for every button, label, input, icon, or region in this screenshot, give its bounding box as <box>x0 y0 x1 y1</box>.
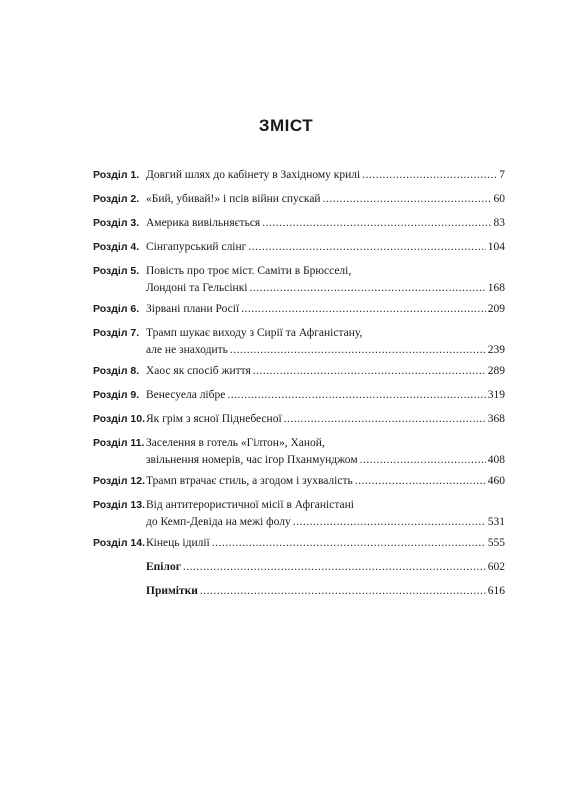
dot-leader <box>262 216 491 230</box>
chapter-number: Розділ 6. <box>93 303 140 315</box>
dot-leader <box>212 536 486 550</box>
page-number: 104 <box>487 241 505 253</box>
dot-leader <box>200 584 486 598</box>
chapter-title: Лондоні та Гельсінкі <box>146 282 248 294</box>
chapter-title: Як грім з ясної Піднебесної <box>146 413 282 425</box>
chapter-title: звільнення номерів, час ігор Пханмунджом <box>146 454 358 466</box>
chapter-title: Хаос як спосіб життя <box>146 365 251 377</box>
chapter-number: Розділ 14. <box>93 537 146 549</box>
page-number: 460 <box>487 475 505 487</box>
dot-leader <box>248 240 485 254</box>
dot-leader <box>293 515 486 529</box>
chapter-number: Розділ 7. <box>93 327 140 339</box>
page-number: 616 <box>487 585 505 597</box>
dot-leader <box>230 343 486 357</box>
dot-leader <box>249 281 485 295</box>
chapter-title: Примітки <box>146 585 198 597</box>
chapter-title: до Кемп-Девіда на межі фолу <box>146 516 291 528</box>
page-number: 408 <box>487 454 505 466</box>
chapter-title: Трамп втрачає стиль, а згодом і зухвалість <box>146 475 353 487</box>
chapter-title: Кінець ідилії <box>146 537 210 549</box>
dot-leader <box>284 412 486 426</box>
dot-leader <box>323 192 492 206</box>
page-number: 168 <box>487 282 505 294</box>
chapter-title: «Бий, убивай!» і псів війни спускай <box>146 193 321 205</box>
chapter-number: Розділ 13. <box>93 499 146 511</box>
dot-leader <box>241 302 486 316</box>
page-number: 209 <box>487 303 505 315</box>
page-number: 319 <box>487 389 505 401</box>
chapter-number: Розділ 11. <box>93 437 145 449</box>
chapter-number: Розділ 4. <box>93 241 140 253</box>
chapter-number: Розділ 2. <box>93 193 140 205</box>
page-number: 60 <box>493 193 505 205</box>
chapter-number: Розділ 5. <box>93 265 140 277</box>
chapter-title: Повість про троє міст. Саміти в Брюсселі, <box>146 265 352 277</box>
dot-leader <box>360 453 486 467</box>
page-number: 531 <box>487 516 505 528</box>
page-title: ЗМІСТ <box>258 116 314 135</box>
chapter-number: Розділ 9. <box>93 389 140 401</box>
chapter-title: Америка вивільняється <box>146 217 261 229</box>
chapter-title: Венесуела лібре <box>146 389 226 401</box>
page-number: 289 <box>487 365 505 377</box>
dot-leader <box>355 474 486 488</box>
chapter-number: Розділ 1. <box>93 169 140 181</box>
page-number: 7 <box>499 169 505 181</box>
chapter-title: Епілог <box>146 561 181 573</box>
chapter-number: Розділ 3. <box>93 217 140 229</box>
chapter-title: Довгий шлях до кабінету в Західному крилі <box>146 169 361 181</box>
chapter-number: Розділ 8. <box>93 365 140 377</box>
chapter-title: Зірвані плани Росії <box>146 303 240 315</box>
page-number: 368 <box>487 413 505 425</box>
chapter-title: Від антитерористичної місії в Афганістані <box>146 499 354 511</box>
dot-leader <box>253 364 486 378</box>
page-number: 555 <box>487 537 505 549</box>
dot-leader <box>227 388 485 402</box>
chapter-number: Розділ 10. <box>93 413 146 425</box>
chapter-title: Трамп шукає виходу з Сирії та Афганістану, <box>146 327 363 339</box>
chapter-title: Сінгапурський слінг <box>146 241 247 253</box>
page-number: 239 <box>487 344 505 356</box>
chapter-title: Заселення в готель «Гілтон», Ханой, <box>146 437 325 449</box>
chapter-number: Розділ 12. <box>93 475 146 487</box>
page-number: 83 <box>493 217 505 229</box>
page-number: 602 <box>487 561 505 573</box>
chapter-title: але не знаходить <box>146 344 228 356</box>
dot-leader <box>183 560 486 574</box>
dot-leader <box>362 168 497 182</box>
